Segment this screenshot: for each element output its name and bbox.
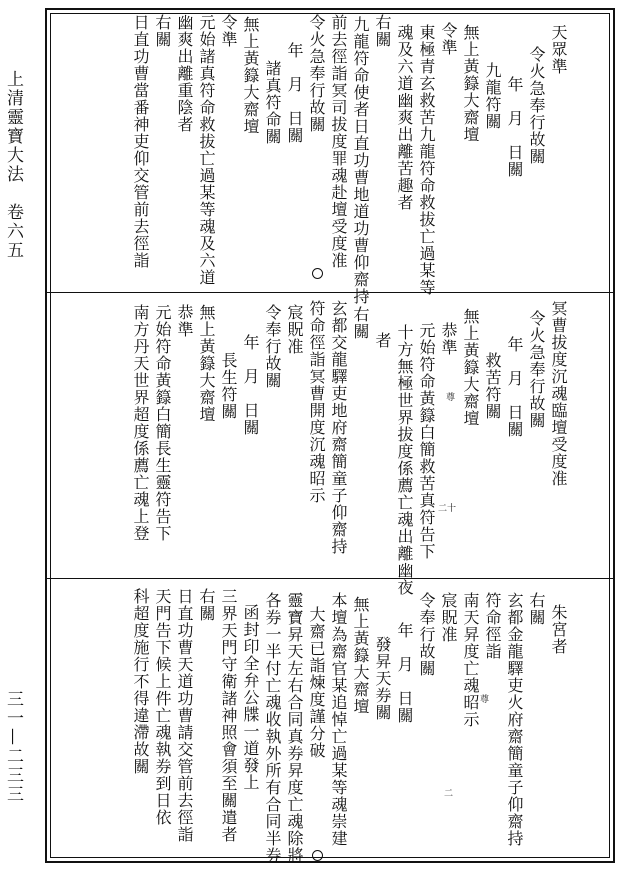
column: 令準 xyxy=(439,22,458,56)
column: 令火急奉行故關 xyxy=(527,310,546,429)
column: 元始諸真符命救拔亡過某等魂及六道 xyxy=(197,14,216,286)
column: 靈寶昇天左右合同真券昇度亡魂除將 xyxy=(285,592,304,864)
column: 宸貺准 xyxy=(285,304,304,355)
column: 諸真符命關 xyxy=(263,60,282,145)
column: 朱宮者 xyxy=(549,604,568,655)
column: 長生符關 xyxy=(219,352,238,420)
column: 天門告下候上件亡魂執券到日依 xyxy=(153,588,172,826)
column: 十方無極世界拔度係薦亡魂出離幽夜 xyxy=(395,324,414,596)
column: 各券一半付亡魂收執外所有合同半券 xyxy=(263,592,282,864)
block-divider-2 xyxy=(45,578,615,579)
column: 前去徑詣冥司拔度罪魂赴壇受度准 xyxy=(329,14,348,269)
column: 救苦符關 xyxy=(483,352,502,420)
small-note: 二 xyxy=(444,789,454,799)
column: 科超度施行不得違滯故關 xyxy=(131,588,150,775)
column: 天眾準 xyxy=(549,24,568,75)
margin-title: 上清靈寶大法 卷六五 xyxy=(3,70,23,260)
column: 年 月 日關 xyxy=(285,42,304,144)
small-note: 尊 xyxy=(480,695,490,705)
column: 三界天門守衛諸神照會須至關遣者 xyxy=(219,588,238,843)
column: 令火急奉行故關 xyxy=(527,46,546,165)
block-divider-1 xyxy=(45,292,615,293)
column: 右關 xyxy=(373,14,392,48)
column: 令奉行故關 xyxy=(263,304,282,389)
column: 無上黃籙大齋壇 xyxy=(241,16,260,135)
column: 年 月 日關 xyxy=(395,622,414,724)
column: 恭準 xyxy=(175,304,194,338)
column: 幽爽出離重陰者 xyxy=(175,14,194,133)
column: 元始符命黃籙白簡救苦真符告下 xyxy=(417,322,436,560)
column: 右關 xyxy=(153,14,172,48)
column: 魂及六道幽爽出離苦趣者 xyxy=(395,24,414,211)
column: 右關 xyxy=(351,306,370,340)
column: 符命徑詣冥曹開度沉魂昭示 xyxy=(307,300,326,504)
column: 函封印全弁公牒一道發上 xyxy=(241,604,260,791)
column: 玄都交龍驛吏地府齋簡童子仰齋持 xyxy=(329,300,348,555)
column: 無上黃籙大齋壇 xyxy=(461,308,480,427)
small-note: 尊 xyxy=(446,393,456,403)
column: 元始符命黃籙白簡長生靈符告下 xyxy=(153,304,172,542)
column: 無上黃籙大齋壇 xyxy=(461,24,480,143)
column: 九龍符命使者日直功曹地道功曹仰齋持 xyxy=(351,16,370,305)
circle-mark xyxy=(312,850,323,861)
small-note: 二十 xyxy=(438,504,457,514)
column: 右關 xyxy=(197,588,216,622)
column: 令準 xyxy=(219,14,238,48)
column: 大齋已詣煉度謹分破 xyxy=(307,606,326,759)
column: 南方丹天世界超度係薦亡魂上登 xyxy=(131,304,150,542)
column: 南天昇度亡魂昭示 xyxy=(461,592,480,728)
column: 發昇天券關 xyxy=(373,636,392,721)
column: 無上黃籙大齋壇 xyxy=(351,596,370,715)
column: 日直功曹天道功曹請交管前去徑詣 xyxy=(175,588,194,843)
column: 本壇為齋官某追悼亡過某等魂崇建 xyxy=(329,592,348,847)
column: 右關 xyxy=(527,592,546,626)
column: 宸貺准 xyxy=(439,592,458,643)
column: 無上黃籙大齋壇 xyxy=(197,304,216,423)
column: 恭準 xyxy=(439,322,458,356)
column: 年 月 日關 xyxy=(505,336,524,438)
column: 年 月 日關 xyxy=(505,76,524,178)
column: 符命徑詣 xyxy=(483,592,502,660)
column: 冥曹拔度沉魂臨壇受度准 xyxy=(549,300,568,487)
column: 者 xyxy=(373,332,392,349)
column: 年 月 日關 xyxy=(241,334,260,436)
column: 玄都金龍驛吏火府齋簡童子仰齋持 xyxy=(505,592,524,847)
margin-page-number: 三一—二三三 xyxy=(3,690,23,804)
column: 令奉行故關 xyxy=(417,592,436,677)
column: 東極青玄救苦九龍符命救拔亡過某等 xyxy=(417,24,436,296)
column: 九龍符關 xyxy=(483,62,502,130)
circle-mark xyxy=(312,268,323,279)
column: 日直功曹當番神吏仰交管前去徑詣 xyxy=(131,14,150,269)
column: 令火急奉行故關 xyxy=(307,14,326,133)
